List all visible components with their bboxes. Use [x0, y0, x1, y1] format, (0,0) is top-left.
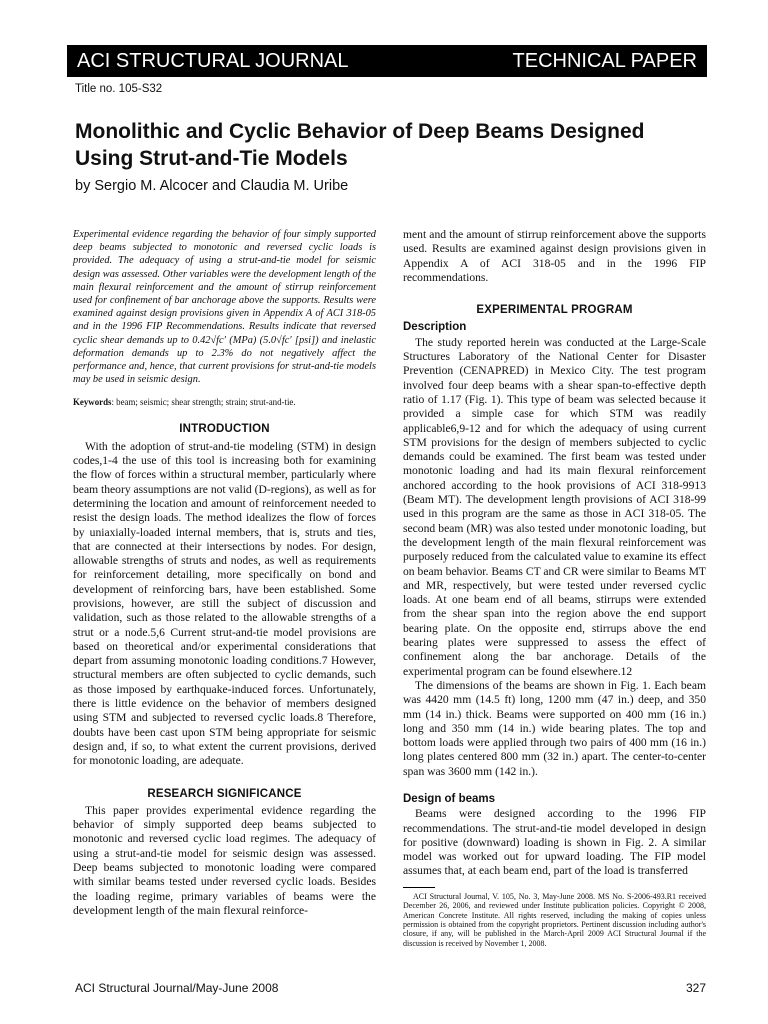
page-number: 327 [685, 981, 706, 995]
title-number: Title no. 105-S32 [75, 83, 163, 95]
right-column [403, 228, 706, 948]
introduction-heading: INTRODUCTION [179, 423, 270, 436]
research-significance-paragraph: This paper provides experimental evidence regarding the behavior of simply supported deep beams subjected to monotonic and reversed cyclic load regimes. The adequacy of using a strut-and-tie model for seismic design was assessed. Deep beams subjected to monotonic loading were compared with similar beams tested under reversed cyclic loads. Besides the loading regime, primary variables of beams were the development length of the main flexural reinforce- [73, 803, 376, 917]
paper-authors: by Sergio M. Alcocer and Claudia M. Uribe [75, 178, 349, 194]
footnote-rule [403, 887, 435, 888]
keywords-label: Keywords [73, 397, 112, 408]
introduction-paragraph: With the adoption of strut-and-tie modeling (STM) in design codes,1-4 the use of this tool is increasing both for examining the flow of forces within a structural member, particularly where beam theory assumptions are not valid (D-regions), as well as for determining the location and amount of reinforcement needed to resist the design loads. The method idealizes the flow of forces by uniaxially-loaded internal members, that is, struts and ties, that are connected at their intersections by nodes. For design, allowable strengths of struts and nodes, as well as requirements for reinforcement detailing, more specifically on bond and development of reinforcing bars, have been established. Some provisions, however, are still the subject of discussion and validation, such as those related to the allowable strengths of a strut or a node.5,6 Current strut-and-tie model provisions are based on theoretical and/or experimental considerations that depart from assuming monotonic loading conditions.7 However, structural members are often subjected to cyclic demands, such as those imposed by earthquake-induced forces. Unfortunately, there is little evidence on the behavior of members designed using STM and subjected to reversed cyclic loads.8 Therefore, doubts have been cast upon STM being appropriate for seismic design and, if so, to what extent the current provisions, derived for monotonic loading, are adequate. [73, 439, 376, 768]
journal-banner [67, 45, 707, 77]
description-paragraph-1: The study reported herein was conducted at the Large-Scale Structures Laboratory of the National Center for Disaster Prevention (CENAPRED) in Mexico City. The test program involved four deep beams with a shear span-to-effective depth ratio of 1.17 (Fig. 1). This type of beam was selected because it provided a simple case for which STM was readily applicable6,9-12 and for which the adequacy of using current STM provisions for the design of members subjected to cyclic demands could be examined. The first beam was tested under monotonic loading and had its main flexural reinforcement anchored according to the hook provisions of ACI 318-9913 (Beam MT). The development length provisions of ACI 318-99 used in this program are the same as those in ACI 318-05. The second beam (MR) was also tested under monotonic loading, but the development length of the main flexural reinforcement was purposely reduced from the calculated value to examine its effect on beam behavior. Beams CT and CR were similar to Beams MT and MR, respectively, but were tested under reversed cyclic loads. At one beam end of all beams, stirrups were extended from the shear span into the region above the end support bearing plate. On the opposite end, stirrups above the end bearing plates were suppressed to assess the effect of confinement along the bar anchorage. Details of the experimental program can be found elsewhere.12 [403, 335, 706, 678]
research-significance-heading: RESEARCH SIGNIFICANCE [147, 787, 302, 800]
design-paragraph: Beams were designed according to the 1996 FIP recommendations. The strut-and-tie model developed in design for positive (downward) loading is shown in Fig. 2. A similar model was worked out for upward loading. The FIP model assumes that, at each beam end, part of the load is transferred [403, 807, 706, 878]
paper-type: TECHNICAL PAPER [512, 50, 697, 72]
footer-journal: ACI Structural Journal/May-June 2008 [75, 981, 279, 995]
paper-title: Monolithic and Cyclic Behavior of Deep Beams Designed Using Strut-and-Tie Models [75, 120, 645, 170]
design-of-beams-heading: Design of beams [403, 792, 496, 805]
footnote: ACI Structural Journal, V. 105, No. 3, May-June 2008. MS No. S-2006-493.R1 received December 26, 2006, and reviewed under Institute publication policies. Copyright © 2008, American Concrete Institute. All rights reserved, including the making of copies unless permission is obtained from the copyright proprietors. Pertinent discussion including author's closure, if any, will be published in the March-April 2009 ACI Structural Journal if the discussion is received by November 1, 2008. [403, 891, 706, 948]
keywords-text: : beam; seismic; shear strength; strain; strut-and-tie. [111, 397, 296, 408]
journal-name: ACI STRUCTURAL JOURNAL [77, 50, 349, 72]
description-heading: Description [403, 321, 467, 334]
abstract: Experimental evidence regarding the behavior of four simply supported deep beams subjected to monotonic and reversed cyclic loads is provided. The adequacy of using a strut-and-tie model for seismic design was assessed. Other variables were the development length of the main flexural reinforcement and the amount of stirrup reinforcement used for confinement of bar anchorage above the supports. Results were examined against design provisions given in Appendix A of ACI 318-05 and in the 1996 FIP Recommendations. Results indicate that reversed cyclic shear demands up to 0.42√fc′ (MPa) (5.0√fc′ [psi]) and inelastic deformation demands up to 2.3% do not negatively affect the performance and, hence, that current provisions for strut-and-tie models may be used in seismic design. [73, 229, 376, 386]
description-paragraph-2: The dimensions of the beams are shown in Fig. 1. Each beam was 4420 mm (14.5 ft) long, 1200 mm (47 in.) deep, and 350 mm (14 in.) thick. Beams were supported on 400 mm (16 in.) long and 350 mm (14 in.) wide bearing plates. The top and bottom loads were applied through two pairs of 400 mm (16 in.) long plates centered 800 mm (32 in.) apart. The center-to-center span was 3600 mm (142 in.). [403, 678, 706, 778]
keywords [73, 396, 376, 408]
research-significance-continuation: ment and the amount of stirrup reinforcement above the supports used. Results are examined against design provisions given in Appendix A of ACI 318-05 and in the 1996 FIP recommendations. [403, 228, 706, 284]
left-column [73, 228, 376, 918]
experimental-program-heading: EXPERIMENTAL PROGRAM [476, 304, 633, 317]
